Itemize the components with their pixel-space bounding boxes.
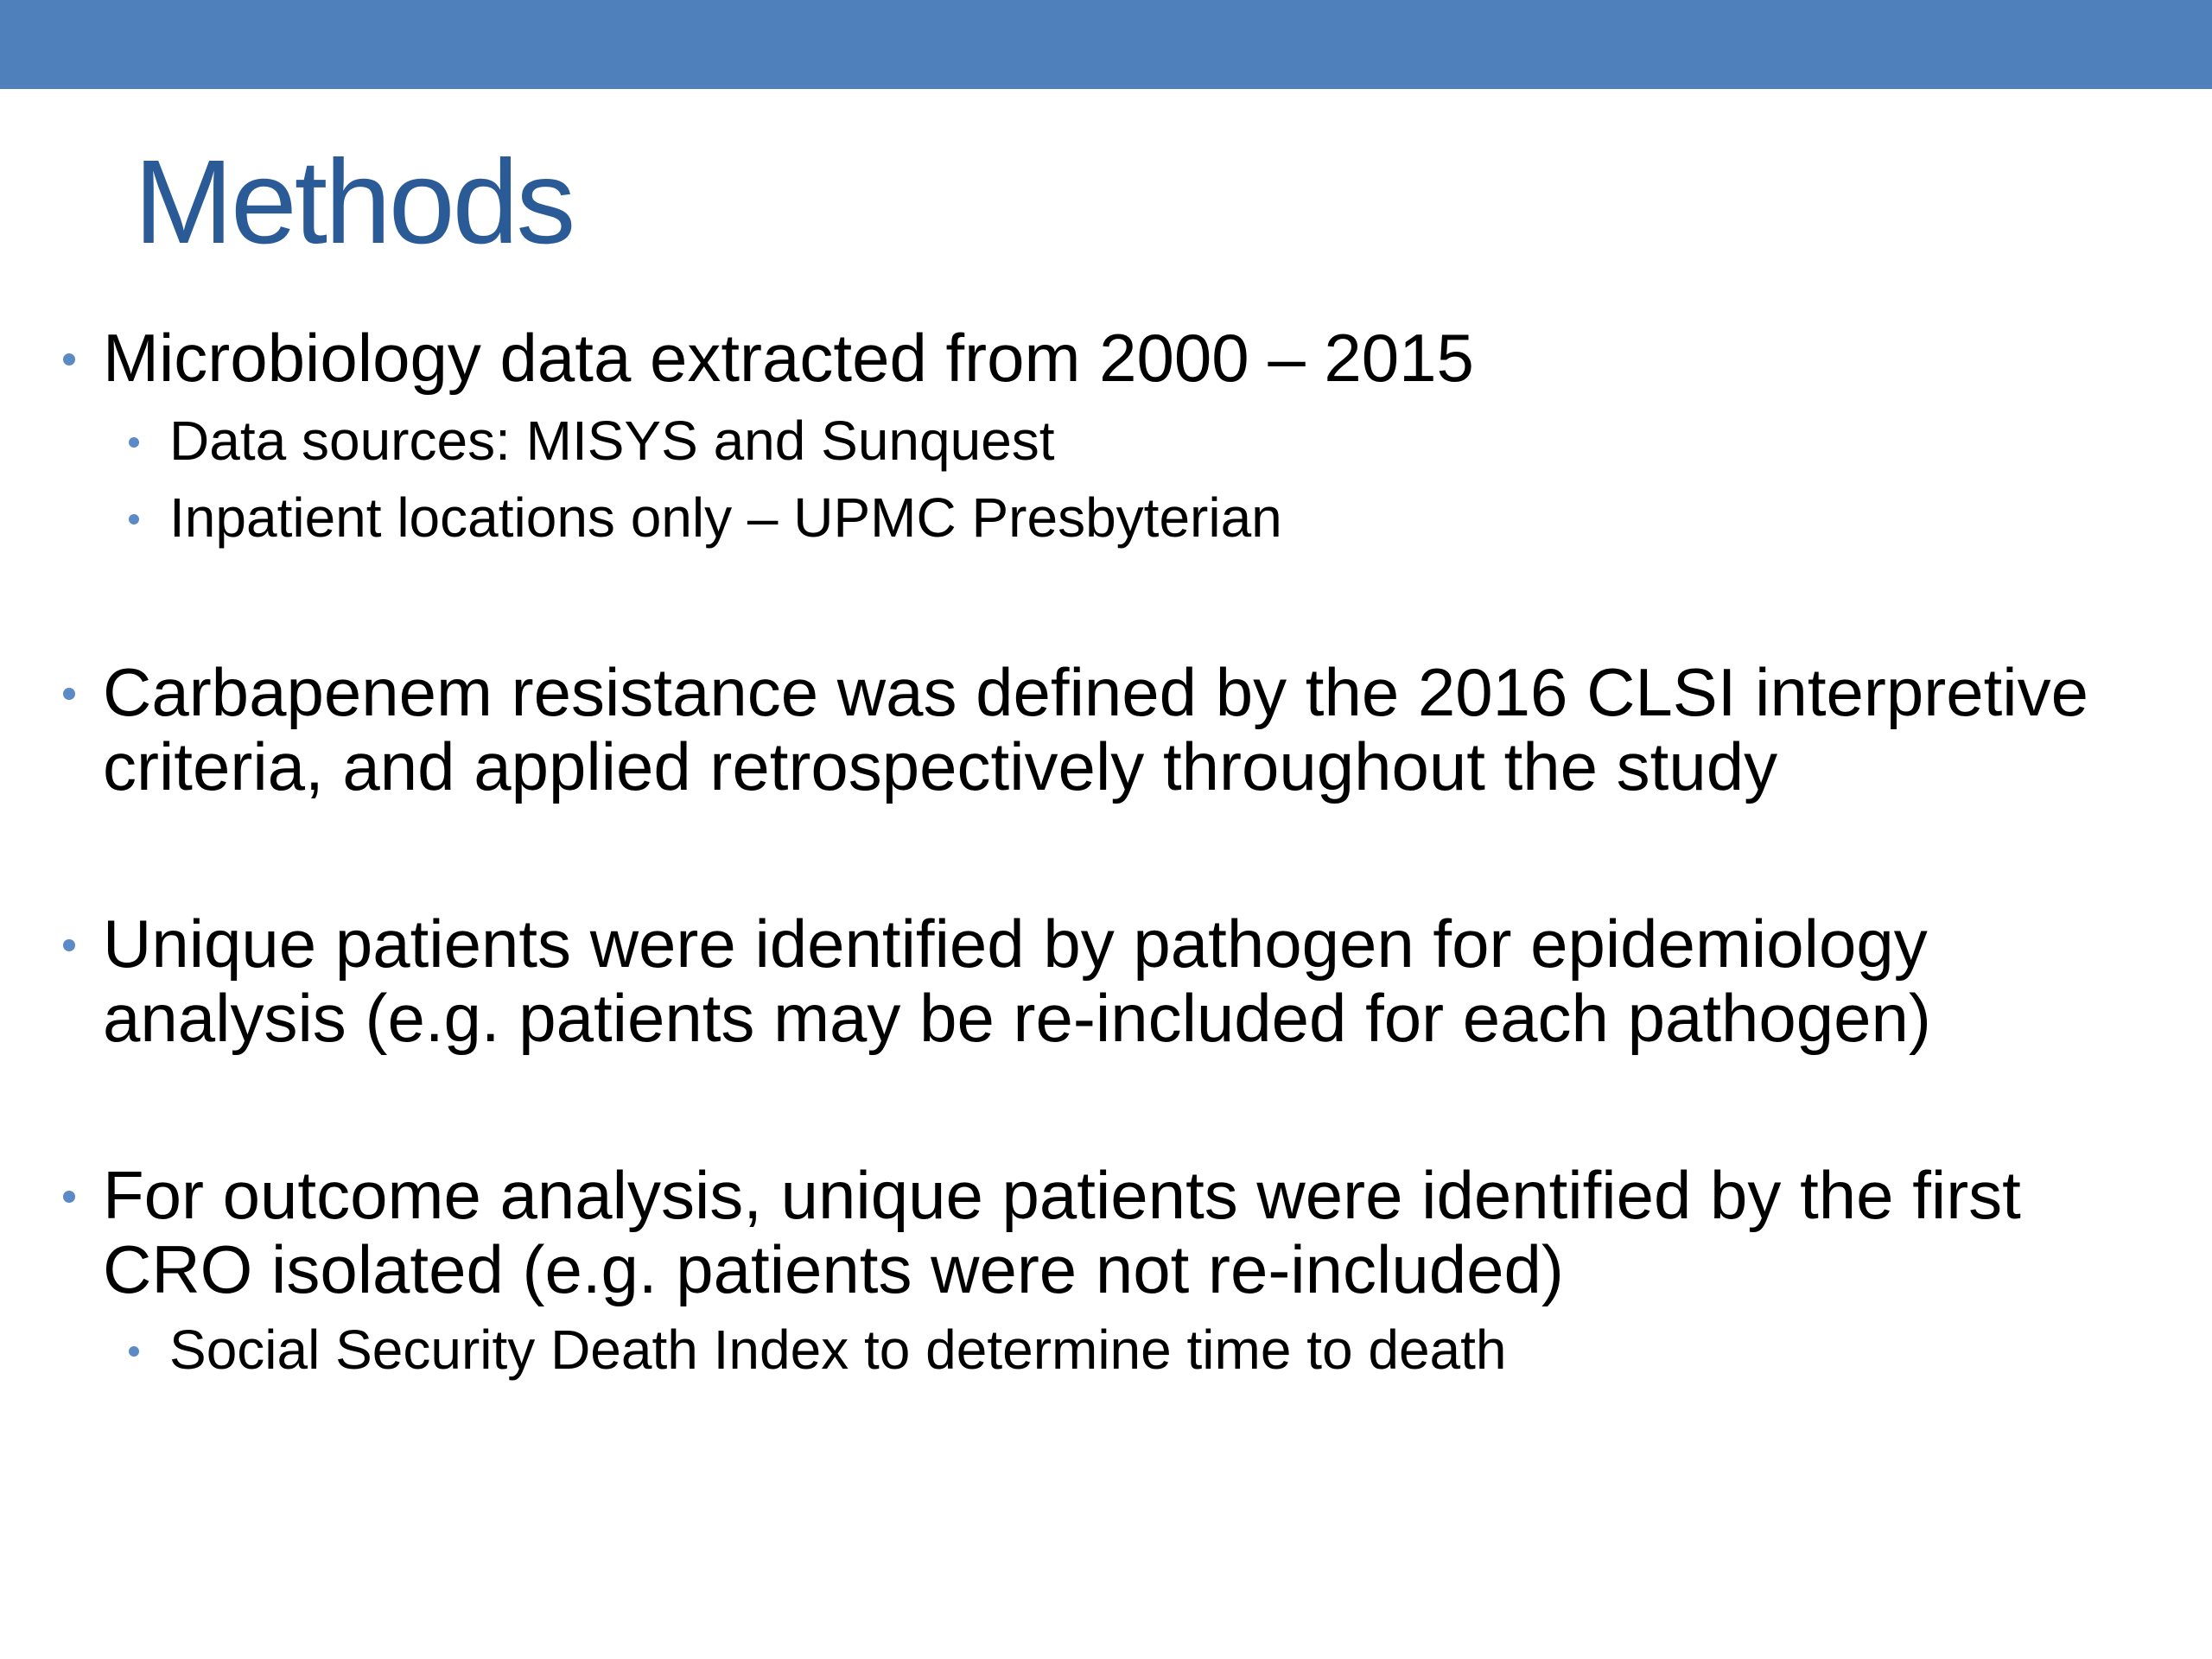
bullet-dot (63, 939, 75, 951)
bullet-text: Inpatient locations only – UPMC Presbyterian (169, 486, 1282, 549)
bullet-dot (63, 688, 75, 700)
bullet-text: Carbapenem resistance was defined by the 2016 CLSI interpretive criteria, and applied retrospectively throughout the study (103, 654, 2088, 804)
bullet-unique-patients-pathogen (103, 906, 2159, 1055)
bullet-text: Data sources: MISYS and Sunquest (169, 410, 1055, 472)
slide-title: Methods (134, 136, 574, 269)
bullet-dot (129, 437, 139, 448)
bullet-dot (63, 1191, 75, 1203)
header-bar (0, 0, 2212, 89)
bullet-microbiology-data (103, 321, 2159, 395)
sub-bullet-data-sources (169, 403, 2157, 479)
bullet-text: Unique patients were identified by pathogen for epidemiology analysis (e.g. patients may be re-included for each pathogen) (103, 906, 1931, 1056)
bullet-dot (129, 514, 139, 524)
bullet-outcome-analysis (103, 1158, 2159, 1306)
bullet-carbapenem-resistance (103, 655, 2159, 804)
bullet-dot (129, 1346, 139, 1357)
bullet-text: Microbiology data extracted from 2000 – 2015 (103, 320, 1474, 396)
bullet-text: For outcome analysis, unique patients were identified by the first CRO isolated (e.g. patients were not re-included) (103, 1157, 2021, 1307)
bullet-text: Social Security Death Index to determine time to death (169, 1319, 1507, 1381)
sub-bullet-death-index (169, 1312, 2157, 1388)
sub-bullet-inpatient-locations (169, 480, 2157, 556)
bullet-dot (63, 353, 75, 365)
